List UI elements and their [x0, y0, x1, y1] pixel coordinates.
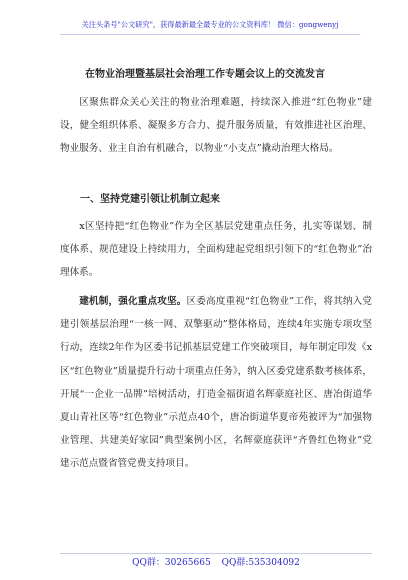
section-heading: 一、坚持党建引领让机制立起来	[80, 194, 220, 205]
subsection-lead: 建机制，强化重点攻坚。	[79, 296, 187, 307]
subsection-body: 区委高度重视“红色物业”工作，将其纳入党建引领基层治理“一核一网、双擎驱动”整体格局，连续4年实施专项攻坚行动，连续2年作为区委书记抓基层党建工作突破项目，每年制定印发《x区“红色物业”质量提升行动十项重点任务》，纳入区委党建系数考核体系，开展“一企业一品牌”培树活动，打造金福街道名辉豪庭社区、唐冶街道华夏山青社区等“红色物业”示范点40个，唐冶街道华夏帝苑被评为“加强物业管理、共建美好家园”典型案例小区，名辉豪庭获评“齐鲁红色物业”党建示范点暨省管党费支持项目。	[60, 296, 373, 470]
section-paragraph: x区坚持把“红色物业”作为全区基层党建重点任务，扎实等谋划、制度体系、规范建设上持续用力，全面构建起党组织引领下的“红色物业”治理体系。	[60, 221, 372, 279]
footer-qq-group-2: QQ群:535304092	[221, 558, 300, 568]
intro-paragraph: 区聚焦群众关心关注的物业治理难题，持续深入推进“红色物业”建设，健全组织体系、凝聚多方合力、提升服务质量，有效推进社区治理、物业服务、业主自治有机融合，以物业“小支点”撬动治理大格局。	[60, 97, 372, 155]
subsection-paragraph	[60, 290, 372, 476]
page-title: 在物业治理暨基层社会治理工作专题会议上的交流发言	[85, 69, 325, 80]
footer-qq-group-1: QQ群：30265665	[132, 558, 211, 568]
header-banner: 关注头条号"公文研究"，获得最新最全最专业的公文资料库！ 微信：gongwenyj	[60, 20, 360, 35]
footer-contact	[60, 553, 372, 569]
